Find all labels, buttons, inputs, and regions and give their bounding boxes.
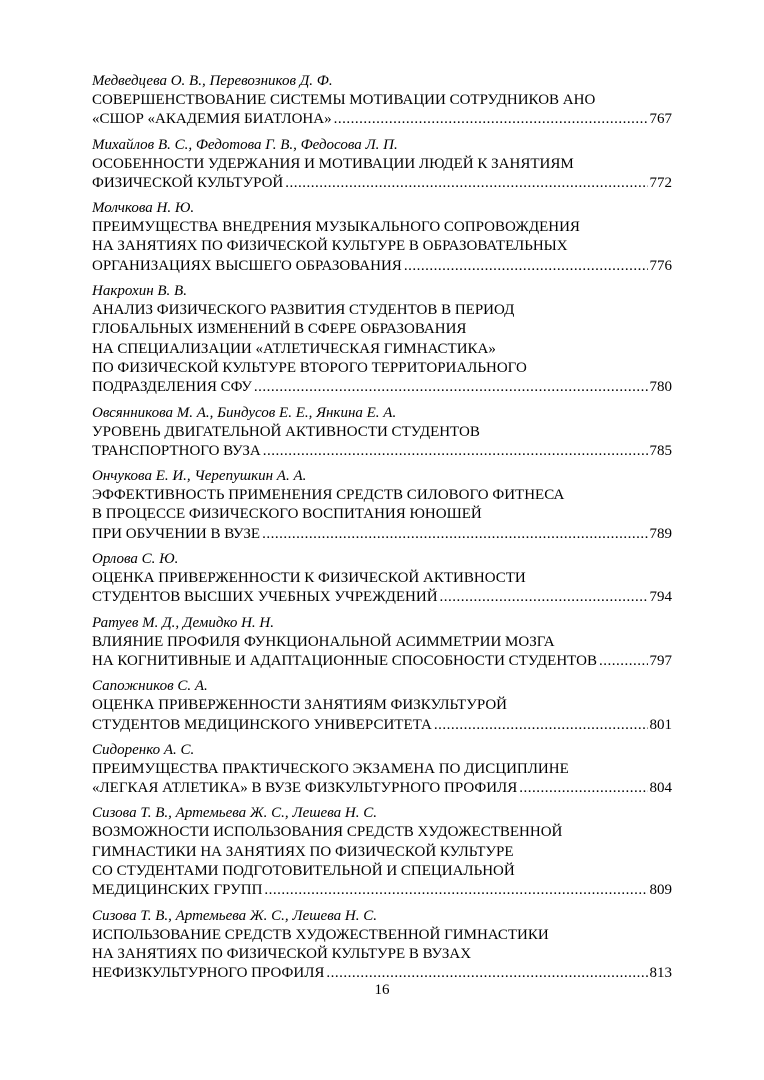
entry-title-line: ПОДРАЗДЕЛЕНИЯ СФУ [92,379,252,396]
entry-title-line: НЕФИЗКУЛЬТУРНОГО ПРОФИЛЯ [92,965,325,982]
entry-last-line [92,652,672,671]
entry-page-number: 785 [649,442,672,459]
entry-authors: Ратуев М. Д., Демидко Н. Н. [92,614,275,631]
entry-title-line: ГИМНАСТИКИ НА ЗАНЯТИЯХ ПО ФИЗИЧЕСКОЙ КУЛЬТУРЕ [92,843,514,860]
entry-title-line: ПО ФИЗИЧЕСКОЙ КУЛЬТУРЕ ВТОРОГО ТЕРРИТОРИАЛЬНОГО [92,359,527,376]
entry-title-line: ОЦЕНКА ПРИВЕРЖЕННОСТИ ЗАНЯТИЯМ ФИЗКУЛЬТУРОЙ [92,697,508,714]
entry-title-line: МЕДИЦИНСКИХ ГРУПП [92,882,263,899]
entry-last-line [92,110,672,129]
entry-last-line [92,716,672,735]
toc-entry [92,467,672,544]
toc-entry [92,907,672,984]
entry-title-line: «ЛЕГКАЯ АТЛЕТИКА» В ВУЗЕ ФИЗКУЛЬТУРНОГО ПРОФИЛЯ [92,780,518,797]
entry-page-number: 801 [649,716,672,733]
entry-title-line: НА ЗАНЯТИЯХ ПО ФИЗИЧЕСКОЙ КУЛЬТУРЕ В ВУЗАХ [92,945,472,962]
dot-leader [440,588,648,607]
toc-entry [92,804,672,900]
dot-leader [599,652,648,671]
page-number: 16 [374,982,390,998]
entry-title-line: АНАЛИЗ ФИЗИЧЕСКОГО РАЗВИТИЯ СТУДЕНТОВ В ПЕРИОД [92,302,515,319]
entry-last-line [92,964,672,983]
entry-title-line: ФИЗИЧЕСКОЙ КУЛЬТУРОЙ [92,174,284,191]
table-of-contents [92,72,672,990]
entry-title-line: ОСОБЕННОСТИ УДЕРЖАНИЯ И МОТИВАЦИИ ЛЮДЕЙ К ЗАНЯТИЯМ [92,155,574,172]
entry-title-line: ВЛИЯНИЕ ПРОФИЛЯ ФУНКЦИОНАЛЬНОЙ АСИММЕТРИИ МОЗГА [92,633,555,650]
entry-authors: Орлова С. Ю. [92,551,179,568]
entry-title-line: УРОВЕНЬ ДВИГАТЕЛЬНОЙ АКТИВНОСТИ СТУДЕНТОВ [92,423,480,440]
toc-entry [92,614,672,672]
entry-last-line [92,588,672,607]
entry-title-line: СТУДЕНТОВ МЕДИЦИНСКОГО УНИВЕРСИТЕТА [92,716,432,733]
entry-authors: Сапожников С. А. [92,678,208,695]
entry-page-number: 804 [649,780,672,797]
entry-page-number: 809 [649,882,672,899]
entry-title-line: СТУДЕНТОВ ВЫСШИХ УЧЕБНЫХ УЧРЕЖДЕНИЙ [92,589,438,606]
entry-last-line [92,881,672,900]
entry-title-line: НА СПЕЦИАЛИЗАЦИИ «АТЛЕТИЧЕСКАЯ ГИМНАСТИКА» [92,340,496,357]
entry-title-line: ПРИ ОБУЧЕНИИ В ВУЗЕ [92,525,261,542]
dot-leader [326,964,647,983]
toc-entry [92,404,672,462]
dot-leader [254,378,648,397]
entry-last-line [92,378,672,397]
entry-authors: Ончукова Е. И., Черепушкин А. А. [92,468,307,485]
entry-authors: Сизова Т. В., Артемьева Ж. С., Лешева Н. С. [92,805,377,822]
entry-last-line [92,442,672,461]
entry-page-number: 789 [649,525,672,542]
dot-leader [264,881,647,900]
entry-title-line: СОВЕРШЕНСТВОВАНИЕ СИСТЕМЫ МОТИВАЦИИ СОТРУДНИКОВ АНО [92,92,596,108]
dot-leader [434,716,648,735]
entry-page-number: 794 [649,589,672,606]
entry-title-line: В ПРОЦЕССЕ ФИЗИЧЕСКОГО ВОСПИТАНИЯ ЮНОШЕЙ [92,506,482,523]
dot-leader [519,779,647,798]
entry-title-line: ГЛОБАЛЬНЫХ ИЗМЕНЕНИЙ В СФЕРЕ ОБРАЗОВАНИЯ [92,321,467,338]
entry-title-line: ИСПОЛЬЗОВАНИЕ СРЕДСТВ ХУДОЖЕСТВЕННОЙ ГИМНАСТИКИ [92,926,549,943]
entry-title-line: ОРГАНИЗАЦИЯХ ВЫСШЕГО ОБРАЗОВАНИЯ [92,257,402,274]
entry-authors: Михайлов В. С., Федотова Г. В., Федосова Л. П. [92,136,398,153]
entry-last-line [92,779,672,798]
toc-entry [92,136,672,194]
entry-title-line: ПРЕИМУЩЕСТВА ВНЕДРЕНИЯ МУЗЫКАЛЬНОГО СОПРОВОЖДЕНИЯ [92,219,580,236]
entry-last-line [92,174,672,193]
dot-leader [285,174,647,193]
entry-page-number: 767 [649,111,672,128]
entry-authors: Молчкова Н. Ю. [92,200,195,217]
entry-title-line: ВОЗМОЖНОСТИ ИСПОЛЬЗОВАНИЯ СРЕДСТВ ХУДОЖЕСТВЕННОЙ [92,824,563,841]
dot-leader [262,525,647,544]
entry-page-number: 772 [649,174,672,191]
dot-leader [263,442,648,461]
entry-last-line [92,525,672,544]
entry-authors: Сидоренко А. С. [92,741,195,758]
entry-page-number: 776 [649,257,672,274]
toc-entry [92,282,672,397]
dot-leader [334,110,648,129]
toc-entry [92,677,672,735]
dot-leader [404,257,648,276]
entry-authors: Овсянникова М. А., Биндусов Е. Е., Янкина Е. А. [92,404,397,421]
toc-entry [92,550,672,608]
entry-title-line: ОЦЕНКА ПРИВЕРЖЕННОСТИ К ФИЗИЧЕСКОЙ АКТИВНОСТИ [92,570,526,587]
toc-entry [92,741,672,799]
entry-title-line: ТРАНСПОРТНОГО ВУЗА [92,442,261,459]
entry-title-line: ПРЕИМУЩЕСТВА ПРАКТИЧЕСКОГО ЭКЗАМЕНА ПО ДИСЦИПЛИНЕ [92,760,569,777]
entry-page-number: 780 [649,379,672,396]
toc-entry [92,199,672,276]
entry-title-line: СО СТУДЕНТАМИ ПОДГОТОВИТЕЛЬНОЙ И СПЕЦИАЛЬНОЙ [92,863,515,880]
entry-page-number: 813 [649,965,672,982]
entry-authors: Накрохин В. В. [92,283,187,300]
entry-title-line: «СШОР «АКАДЕМИЯ БИАТЛОНА» [92,111,332,128]
entry-authors: Медведцева О. В., Перевозников Д. Ф. [92,73,333,89]
entry-title-line: ЭФФЕКТИВНОСТЬ ПРИМЕНЕНИЯ СРЕДСТВ СИЛОВОГО ФИТНЕСА [92,487,565,504]
entry-authors: Сизова Т. В., Артемьева Ж. С., Лешева Н. С. [92,907,377,924]
entry-title-line: НА КОГНИТИВНЫЕ И АДАПТАЦИОННЫЕ СПОСОБНОСТИ СТУДЕНТОВ [92,652,597,669]
entry-page-number: 797 [649,652,672,669]
toc-entry [92,72,672,130]
entry-last-line [92,257,672,276]
entry-title-line: НА ЗАНЯТИЯХ ПО ФИЗИЧЕСКОЙ КУЛЬТУРЕ В ОБРАЗОВАТЕЛЬНЫХ [92,238,568,255]
